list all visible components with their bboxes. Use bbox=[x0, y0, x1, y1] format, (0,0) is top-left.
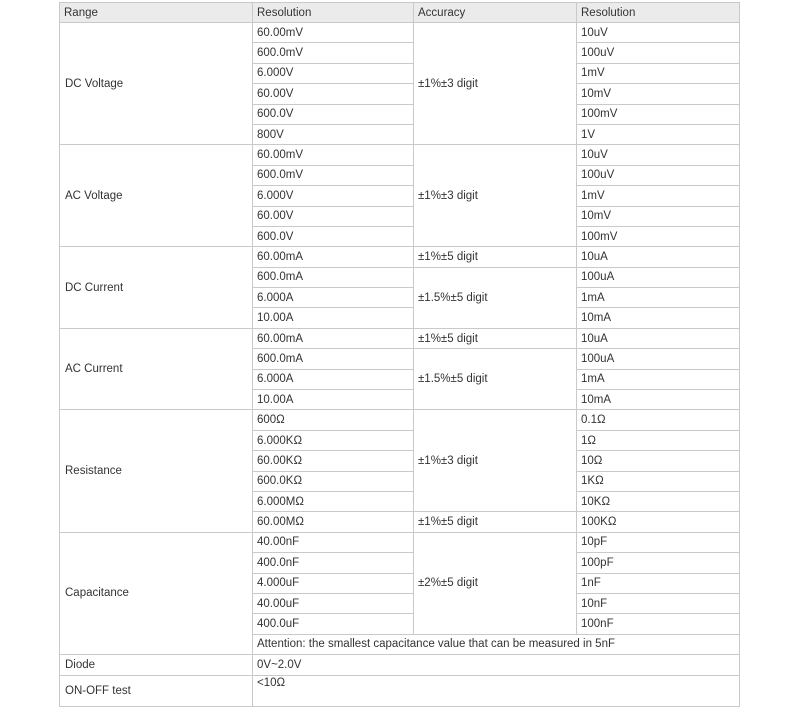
resolution-cell: 400.0uF bbox=[253, 614, 414, 634]
resolution-cell: 6.000V bbox=[253, 63, 414, 83]
step-cell: 10KΩ bbox=[577, 491, 740, 511]
resolution-cell: 60.00mA bbox=[253, 328, 414, 348]
resolution-cell: 6.000KΩ bbox=[253, 430, 414, 450]
step-cell: 10uV bbox=[577, 23, 740, 43]
range-cell: Diode bbox=[60, 655, 253, 675]
range-cell: DC Current bbox=[60, 247, 253, 329]
step-cell: 1Ω bbox=[577, 430, 740, 450]
resolution-cell: 600.0mA bbox=[253, 349, 414, 369]
header-row bbox=[60, 3, 740, 23]
table-row bbox=[60, 145, 740, 165]
range-cell: AC Current bbox=[60, 328, 253, 410]
spec-table bbox=[59, 2, 740, 707]
step-cell: 10mA bbox=[577, 308, 740, 328]
step-cell: 1mV bbox=[577, 186, 740, 206]
step-cell: 1V bbox=[577, 124, 740, 144]
accuracy-cell: ±1%±5 digit bbox=[414, 512, 577, 532]
resolution-cell: 6.000A bbox=[253, 369, 414, 389]
resolution-cell: 10.00A bbox=[253, 390, 414, 410]
step-cell: 0.1Ω bbox=[577, 410, 740, 430]
step-cell: 10pF bbox=[577, 532, 740, 552]
resolution-cell: 400.0nF bbox=[253, 553, 414, 573]
range-cell: AC Voltage bbox=[60, 145, 253, 247]
step-cell: 100pF bbox=[577, 553, 740, 573]
step-cell: 100mV bbox=[577, 104, 740, 124]
accuracy-cell: ±1%±3 digit bbox=[414, 145, 577, 247]
resolution-cell: 6.000V bbox=[253, 186, 414, 206]
step-cell: 100uA bbox=[577, 349, 740, 369]
resolution-cell: 60.00mV bbox=[253, 145, 414, 165]
table-row bbox=[60, 328, 740, 348]
step-cell: 100KΩ bbox=[577, 512, 740, 532]
step-cell: 1mA bbox=[577, 369, 740, 389]
step-cell: 1mV bbox=[577, 63, 740, 83]
resolution-cell: 800V bbox=[253, 124, 414, 144]
table-row bbox=[60, 532, 740, 552]
attention-note: Attention: the smallest capacitance value that can be measured in 5nF bbox=[253, 634, 740, 654]
table-row bbox=[60, 410, 740, 430]
step-cell: 100uA bbox=[577, 267, 740, 287]
step-cell: 1mA bbox=[577, 288, 740, 308]
step-cell: 100nF bbox=[577, 614, 740, 634]
value-cell: 0V~2.0V bbox=[253, 655, 740, 675]
table-row bbox=[60, 655, 740, 675]
resolution-cell: 60.00MΩ bbox=[253, 512, 414, 532]
accuracy-cell: ±2%±5 digit bbox=[414, 532, 577, 634]
accuracy-cell: ±1%±3 digit bbox=[414, 410, 577, 512]
resolution-cell: 4.000uF bbox=[253, 573, 414, 593]
step-cell: 1KΩ bbox=[577, 471, 740, 491]
header-accuracy: Accuracy bbox=[414, 3, 577, 23]
table-row bbox=[60, 675, 740, 706]
range-cell: ON-OFF test bbox=[60, 675, 253, 706]
resolution-cell: 600.0V bbox=[253, 226, 414, 246]
accuracy-cell: ±1.5%±5 digit bbox=[414, 267, 577, 328]
value-cell: <10Ω bbox=[253, 675, 740, 706]
range-cell: DC Voltage bbox=[60, 23, 253, 145]
table-row bbox=[60, 23, 740, 43]
resolution-cell: 600.0mA bbox=[253, 267, 414, 287]
resolution-cell: 60.00KΩ bbox=[253, 451, 414, 471]
table-row bbox=[60, 247, 740, 267]
resolution-cell: 6.000A bbox=[253, 288, 414, 308]
resolution-cell: 10.00A bbox=[253, 308, 414, 328]
resolution-cell: 60.00mA bbox=[253, 247, 414, 267]
step-cell: 10mV bbox=[577, 84, 740, 104]
resolution-cell: 60.00V bbox=[253, 206, 414, 226]
accuracy-cell: ±1%±3 digit bbox=[414, 23, 577, 145]
resolution-cell: 40.00uF bbox=[253, 593, 414, 613]
step-cell: 10nF bbox=[577, 593, 740, 613]
accuracy-cell: ±1%±5 digit bbox=[414, 247, 577, 267]
accuracy-cell: ±1.5%±5 digit bbox=[414, 349, 577, 410]
resolution-cell: 60.00V bbox=[253, 84, 414, 104]
resolution-cell: 600Ω bbox=[253, 410, 414, 430]
accuracy-cell: ±1%±5 digit bbox=[414, 328, 577, 348]
header-range: Range bbox=[60, 3, 253, 23]
step-cell: 10uA bbox=[577, 247, 740, 267]
resolution-cell: 600.0mV bbox=[253, 165, 414, 185]
step-cell: 10uV bbox=[577, 145, 740, 165]
step-cell: 100uV bbox=[577, 43, 740, 63]
spec-table-container bbox=[59, 2, 739, 707]
resolution-cell: 600.0V bbox=[253, 104, 414, 124]
resolution-cell: 600.0KΩ bbox=[253, 471, 414, 491]
step-cell: 10Ω bbox=[577, 451, 740, 471]
step-cell: 100mV bbox=[577, 226, 740, 246]
step-cell: 10mV bbox=[577, 206, 740, 226]
spec-table-body bbox=[60, 23, 740, 707]
range-cell: Capacitance bbox=[60, 532, 253, 654]
range-cell: Resistance bbox=[60, 410, 253, 532]
header-step-resolution: Resolution bbox=[577, 3, 740, 23]
resolution-cell: 6.000MΩ bbox=[253, 491, 414, 511]
step-cell: 1nF bbox=[577, 573, 740, 593]
resolution-cell: 600.0mV bbox=[253, 43, 414, 63]
step-cell: 10uA bbox=[577, 328, 740, 348]
step-cell: 10mA bbox=[577, 390, 740, 410]
resolution-cell: 40.00nF bbox=[253, 532, 414, 552]
resolution-cell: 60.00mV bbox=[253, 23, 414, 43]
step-cell: 100uV bbox=[577, 165, 740, 185]
header-resolution: Resolution bbox=[253, 3, 414, 23]
